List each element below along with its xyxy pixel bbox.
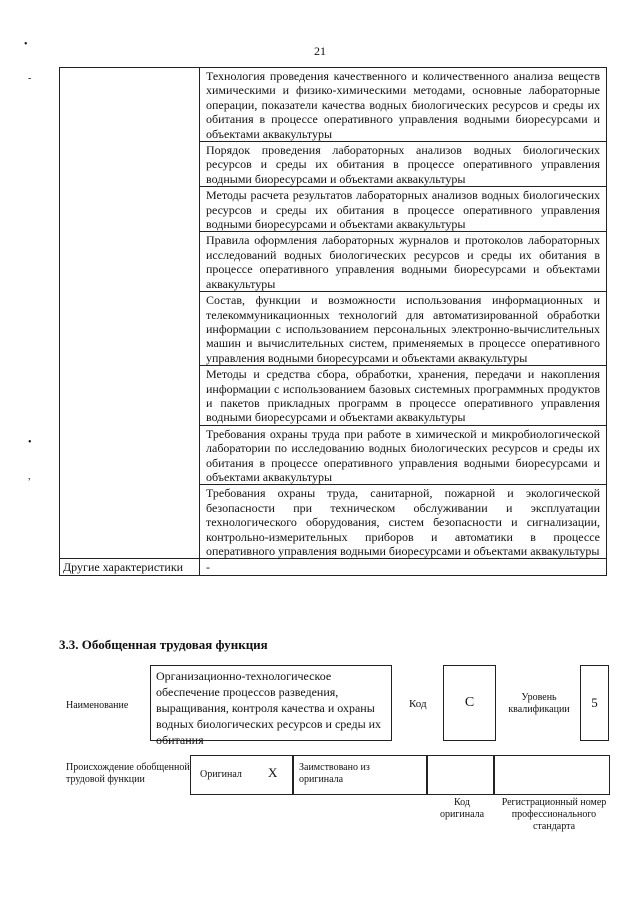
other-characteristics-value: - (200, 559, 607, 575)
table-row (60, 68, 607, 142)
name-label: Наименование (66, 700, 129, 711)
scan-mark: , (28, 471, 31, 482)
level-value: 5 (580, 665, 609, 741)
origin-reg-cell (494, 755, 610, 795)
requirement-cell: Технология проведения качественного и количественного анализа веществ химическими и физико-химическими методами, основные лабораторные операции, показатели качества водных биологических ресурсов и среды их обитания в процессе оперативного управления водными биоресурсами и объектами аквакультуры (200, 68, 607, 142)
original-label: Оригинал (200, 769, 242, 780)
other-characteristics-label: Другие характеристики (60, 559, 200, 575)
origin-code-cell (427, 755, 494, 795)
requirement-cell: Порядок проведения лабораторных анализов водных биологических ресурсов и среды их обитания в процессе оперативного управления водными биоресурсами и объектами аквакультуры (200, 142, 607, 187)
requirement-cell: Требования охраны труда, санитарной, пожарной и экологической безопасности при техническом обслуживании и эксплуатации технологического оборудования, систем безопасности и сигнализации, контрольно-измерительных приборов и автоматики в процессе оперативного управления водными биоресурсами и объектами аквакультуры (200, 485, 607, 559)
page-number: 21 (314, 44, 326, 58)
code-value: С (443, 665, 496, 741)
code-label: Код (409, 698, 427, 710)
section-title: 3.3. Обобщенная трудовая функция (59, 637, 268, 652)
requirement-cell: Правила оформления лабораторных журналов и протоколов лабораторных исследований водных биологических ресурсов и среды их обитания в процессе оперативного управления водными биоресурсами и объектами аквакультуры (200, 232, 607, 292)
code-original-label: Код оригинала (439, 797, 485, 820)
reg-number-label: Регистрационный номер профессионального стандарта (501, 797, 607, 832)
requirement-cell: Методы расчета результатов лабораторных анализов водных биологических ресурсов и среды их обитания в процессе оперативного управления водными биоресурсами и объектами аквакультуры (200, 187, 607, 232)
borrowed-label: Заимствовано из оригинала (299, 762, 370, 785)
table-row (60, 559, 607, 575)
level-label: Уровень квалификации (508, 692, 570, 715)
origin-label: Происхождение обобщенной трудовой функции (66, 762, 190, 785)
requirement-cell: Состав, функции и возможности использования информационных и телекоммуникационных технологий для автоматизированной обработки информации с использованием персональных электронно-вычислительных машин и вычислительных систем, применяемых в процессе оперативного управления водными биоресурсами и объектами аквакультуры (200, 292, 607, 366)
row-label-empty (60, 68, 200, 559)
requirements-table (59, 67, 607, 576)
requirement-cell: Методы и средства сбора, обработки, хранения, передачи и накопления информации с использованием базовых системных программных продуктов и пакетов прикладных программ в процессе оперативного управления водными биоресурсами и объектами аквакультуры (200, 366, 607, 426)
function-name: Организационно-технологическое обеспечение процессов разведения, выращивания, контроля качества и охраны водных биологических ресурсов и среды их обитания (150, 665, 392, 741)
requirement-cell: Требования охраны труда при работе в химической и микробиологической лаборатории по исследованию водных биологических ресурсов и среды их обитания в процессе оперативного управления водными биоресурсами и объектами аквакультуры (200, 425, 607, 485)
scan-mark: • (24, 39, 28, 50)
scan-mark: - (28, 73, 32, 84)
original-mark: X (268, 765, 278, 780)
scan-mark: • (28, 437, 32, 448)
